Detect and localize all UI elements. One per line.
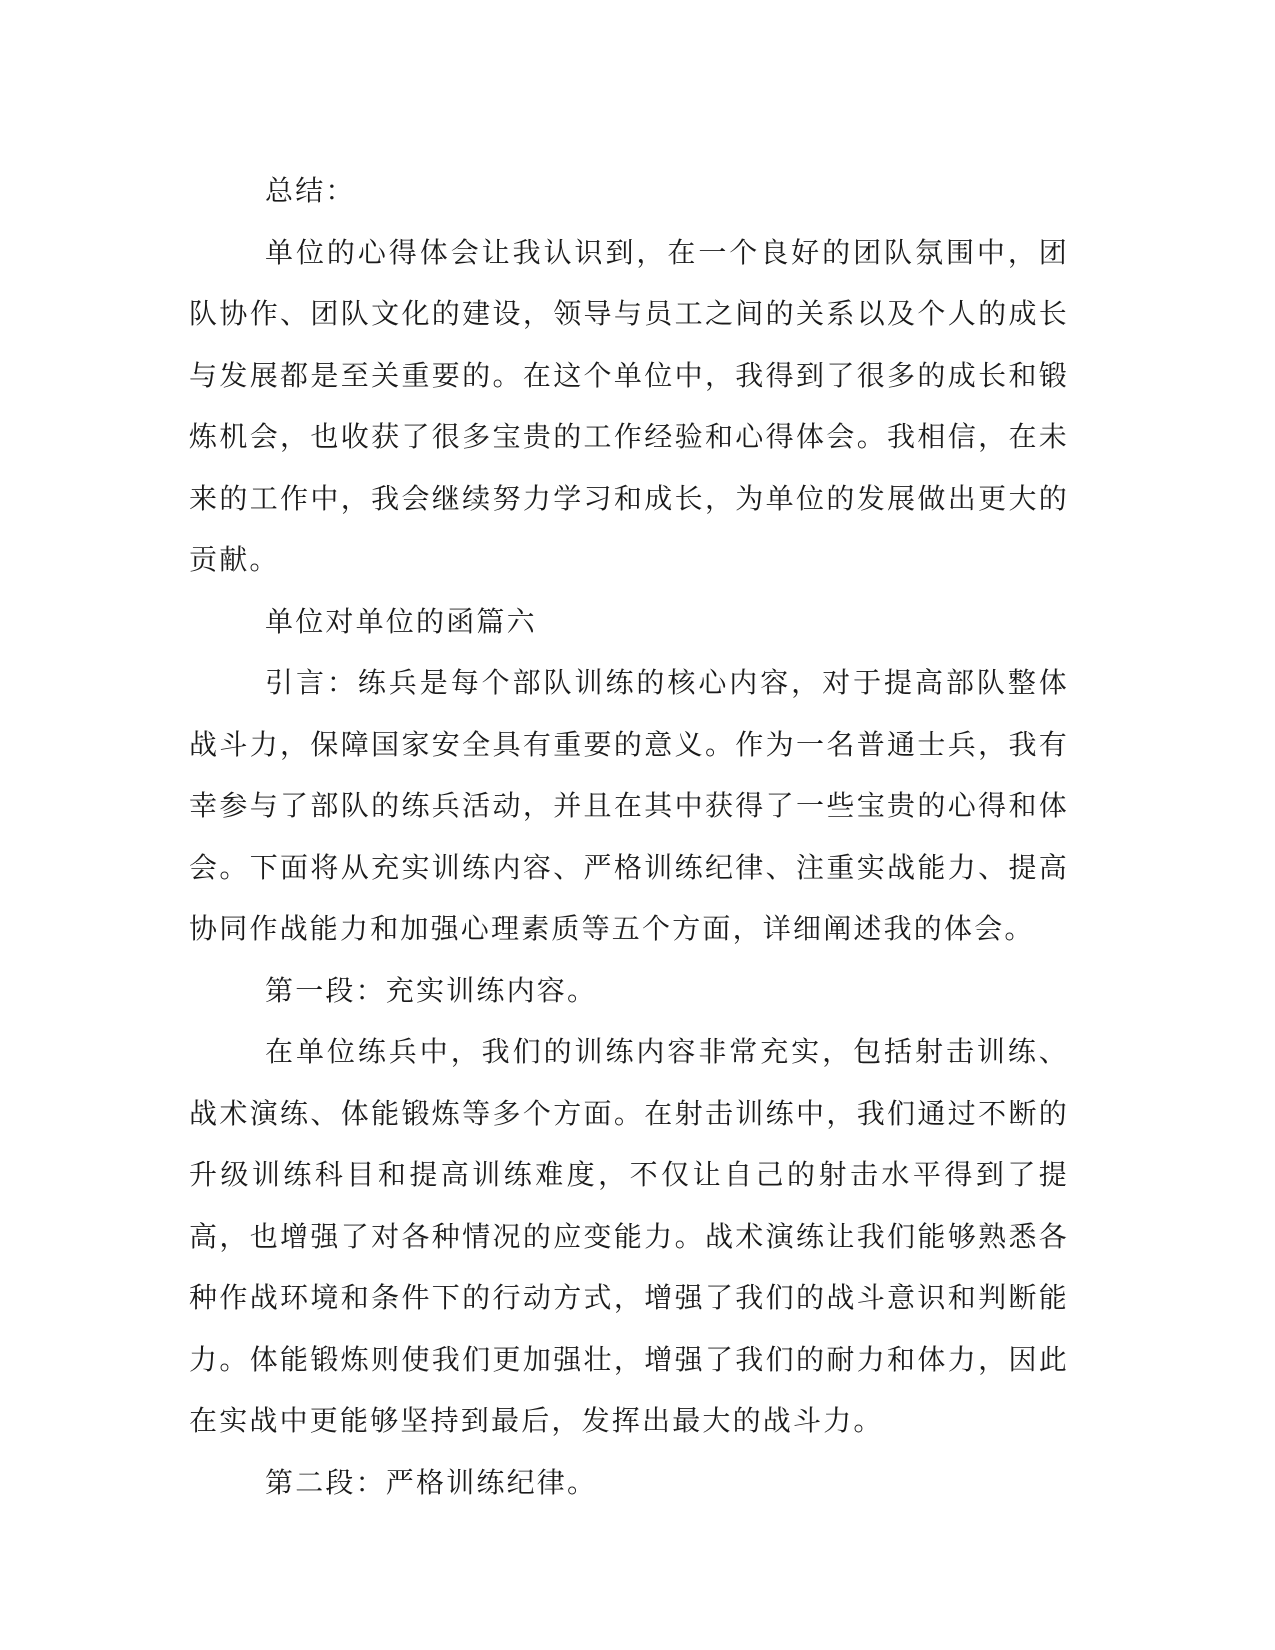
article-title: 单位对单位的函篇六 — [265, 604, 537, 638]
intro-paragraph: 引言：练兵是每个部队训练的核心内容，对于提高部队整体战斗力，保障国家安全具有重要的意义。作为一名普通士兵，我有幸参与了部队的练兵活动，并且在其中获得了一些宝贵的心得和体会。下面将从充实训练内容、严格训练纪律、注重实战能力、提高协同作战能力和加强心理素质等五个方面，详细阐述我的体会。 — [189, 666, 1069, 945]
section-1-paragraph: 在单位练兵中，我们的训练内容非常充实，包括射击训练、战术演练、体能锻炼等多个方面。在射击训练中，我们通过不断的升级训练科目和提高训练难度，不仅让自己的射击水平得到了提高，也增强了对各种情况的应变能力。战术演练让我们能够熟悉各种作战环境和条件下的行动方式，增强了我们的战斗意识和判断能力。体能锻炼则使我们更加强壮，增强了我们的耐力和体力，因此在实战中更能够坚持到最后，发挥出最大的战斗力。 — [189, 1035, 1069, 1437]
summary-heading: 总结： — [265, 174, 356, 207]
document-body — [189, 160, 1069, 1513]
section-2-heading: 第二段：严格训练纪律。 — [265, 1465, 598, 1499]
section-1-heading: 第一段：充实训练内容。 — [265, 973, 598, 1007]
summary-paragraph: 单位的心得体会让我认识到，在一个良好的团队氛围中，团队协作、团队文化的建设，领导与员工之间的关系以及个人的成长与发展都是至关重要的。在这个单位中，我得到了很多的成长和锻炼机会，也收获了很多宝贵的工作经验和心得体会。我相信，在未来的工作中，我会继续努力学习和成长，为单位的发展做出更大的贡献。 — [189, 235, 1069, 576]
